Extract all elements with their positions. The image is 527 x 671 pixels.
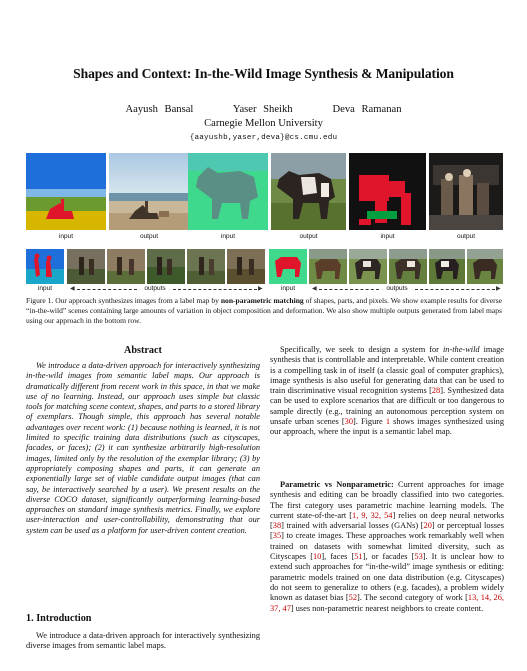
affiliation: Carnegie Mellon University: [204, 118, 323, 129]
synthesized-image: [467, 249, 503, 284]
citation-link[interactable]: 38: [272, 521, 282, 531]
intro-text: We introduce a data-driven approach for interactively synthesizing diverse images from semantic label maps.: [26, 631, 260, 651]
abstract-heading: Abstract: [124, 345, 162, 356]
figure-label: input: [220, 233, 236, 240]
citation-link[interactable]: 53: [414, 552, 423, 562]
label-map-image: [269, 249, 307, 284]
dashed-line: [173, 289, 257, 290]
synthesized-image: [349, 249, 387, 284]
dashed-line: [77, 289, 137, 290]
caption-text: of shapes, parts, and pixels. We show example results for diverse “in-the-wild” scenes containing large amounts of variation in object composition and deformation. We also show multiple outputs generated from label maps using our approach in the bottom row.: [26, 296, 502, 326]
synthesized-image: [389, 249, 427, 284]
arrow-right-icon: ▶: [258, 285, 263, 292]
citation-link[interactable]: 1, 9, 32, 54: [352, 510, 393, 520]
citation-link[interactable]: 10: [313, 552, 322, 562]
figure-label: output: [299, 233, 318, 240]
label-map-image: [26, 249, 64, 284]
label-map-image: [349, 153, 426, 230]
figure-label: output: [456, 233, 476, 240]
figure-label: input: [380, 233, 395, 240]
arrow-left-icon: ◀: [312, 285, 317, 292]
arrow-left-icon: ◀: [70, 285, 75, 292]
citation-link[interactable]: 28: [431, 386, 441, 396]
figure-label: outputs: [144, 285, 166, 292]
synthesized-image: [429, 153, 503, 230]
citation-link[interactable]: 30: [344, 417, 353, 427]
synthesized-image: [147, 249, 185, 284]
body-paragraph: Parametric vs Nonparametric: Current approaches for image synthesis and editing can be broadly classified into two categories. The first category uses parametric machine learning models. The current state-of-the-art [1, 9, 32, 54] relies on deep neural networks [38] trained with adversarial losses (GANs) [20] or perceptual losses [35] to create images. These approaches work remarkably well when trained on datasets with somewhat limited diversity, such as Cityscapes [10], faces [51], or facades [53]. It is unclear how to extend such approaches for “in-the-wild” image synthesis or editing: parametric models trained on one data distribution (e.g. Cityscapes) do not seem to generalize to others (e.g. facades), a problem widely known as dataset bias [52]. The second category of work [13, 14, 26, 37, 47] uses non-parametric nearest neighbors to create content.: [270, 480, 505, 613]
citation-link[interactable]: 52: [348, 593, 358, 603]
citation-link[interactable]: 13, 14, 26, 37, 47: [270, 593, 504, 613]
caption-emphasis: non-parametric matching: [220, 296, 304, 305]
figure-caption: [26, 296, 502, 326]
figure-label: input: [37, 285, 53, 292]
figure-label: output: [139, 233, 159, 240]
synthesized-image: [227, 249, 265, 284]
paper-title: Shapes and Context: In-the-Wild Image Synthesis & Manipulation: [73, 66, 454, 81]
author-list: [0, 104, 527, 115]
dashed-line: [415, 289, 495, 290]
author-name: Deva Ramanan: [332, 104, 402, 115]
citation-link[interactable]: 35: [272, 531, 282, 541]
synthesized-image: [271, 153, 346, 230]
synthesized-image: [109, 153, 189, 230]
synthesized-image: [67, 249, 105, 284]
figure-link[interactable]: 1: [385, 417, 391, 427]
synthesized-image: [309, 249, 347, 284]
citation-link[interactable]: 20: [423, 521, 432, 531]
synthesized-image: [107, 249, 145, 284]
caption-text: Figure 1. Our approach synthesizes images from a label map by: [26, 296, 221, 305]
author-name: Yaser Sheikh: [232, 104, 293, 115]
citation-link[interactable]: 51: [354, 552, 363, 562]
paragraph-heading: Parametric vs Nonparametric:: [280, 480, 394, 489]
body-paragraph: Specifically, we seek to design a system for in-the-wild image synthesis that is controllable and interpretable. While content creation is a compelling task in of itself (a classic goal of computer graphics), image synthesis is also useful for generating data that can be used to train discriminative visual recognition systems [28]. Synthesized data can be used to explore scenarios that are difficult or too dangerous to sample directly (e.g., training an autonomous perception system on unsafe urban scenes [30]. Figure 1 shows images synthesized using our approach, where the input is a semantic label map.: [270, 345, 504, 437]
figure-label: outputs: [386, 285, 408, 292]
figure-label: input: [280, 285, 296, 292]
synthesized-image: [187, 249, 225, 284]
abstract-text: We introduce a data-driven approach for interactively synthesizing in-the-wild images from semantic label maps. Our approach is dramatically different from recent work in this space, in that we make use of no learning. Instead, our approach uses simple but classic tools for matching scene context, shapes, and parts to a stored library of exemplars. Though simple, this approach has several notable advantages over recent work: (1) because nothing is learned, it is not limited to specific training data distributions (such as cityscapes, facades, or faces); (2) it can synthesize arbitrarily high-resolution images, limited only by the resolution of the exemplar library; (3) by appropriately composing shapes and parts, it can generate an exponentially large set of viable candidate output images (that can say, be interactively searched by a user). We present results on the diverse COCO dataset, significantly outperforming learning-based approaches on standard image synthesis metrics. Finally, we explore user-interaction and user-controllability, demonstrating that our system can be used as a platform for user-driven content creation.: [26, 361, 260, 535]
arrow-right-icon: ▶: [496, 285, 501, 292]
label-map-image: [26, 153, 106, 230]
dashed-line: [319, 289, 379, 290]
section-heading-introduction: 1. Introduction: [26, 613, 92, 624]
author-name: Aayush Bansal: [125, 104, 194, 115]
author-emails: {aayushb,yaser,deva}@cs.cmu.edu: [189, 134, 338, 142]
synthesized-image: [429, 249, 465, 284]
figure-label: input: [58, 233, 74, 240]
label-map-image: [188, 153, 268, 230]
